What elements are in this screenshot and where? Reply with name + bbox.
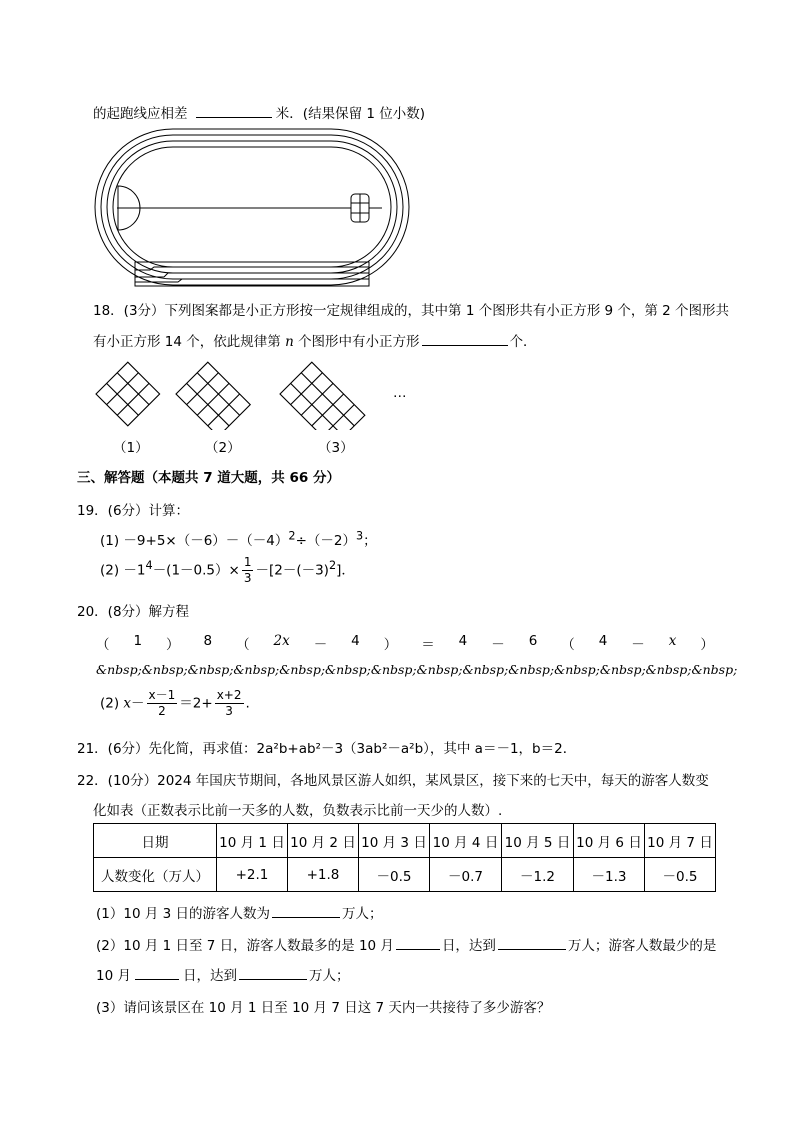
q19-part2-pre: －1 [123, 562, 146, 579]
q19-part1-label: (1) [100, 533, 120, 549]
q20-token: 6 [528, 633, 538, 649]
q21-expression: 2a²b+ab²－3（3ab²－a²b），其中 a＝－1，b＝2． [256, 741, 577, 757]
table-cell: －0.5 [645, 858, 716, 892]
table-cell: 日期 [94, 824, 217, 858]
q20-token: 4 [598, 633, 608, 649]
q22-sub2-d: 10 月 [96, 968, 131, 984]
q20-token: － [313, 637, 328, 653]
table-cell: －1.3 [574, 858, 645, 892]
q22-sub2-f: 万人； [308, 968, 350, 984]
q22-sub2-a: (2）10 月 1 日至 7 日，游客人数最多的是 10 月 [96, 938, 394, 954]
q20-token: － [491, 637, 505, 653]
q19-part1 [100, 529, 377, 549]
q18-line2 [93, 330, 537, 350]
q17-tail-line [93, 102, 425, 122]
q22-sub1-post: 万人； [342, 906, 383, 922]
q19-part1-exp1: 2 [288, 529, 296, 543]
q17-tail-suffix: 米．(结果保留 1 位小数) [275, 106, 426, 122]
q19-stem: 19．(6分）计算： [77, 503, 190, 519]
q19-part2-label: (2) [100, 562, 120, 579]
q21-pre: 21．(6分）先化简，再求值： [77, 741, 257, 757]
q22-sub1-pre: (1）10 月 3 日的游客人数为 [96, 906, 270, 922]
fraction-denominator: 2 [158, 704, 166, 718]
q20-part2-label: (2) [100, 695, 120, 712]
q20-token: 1 [133, 633, 143, 649]
stagger-line-2 [135, 273, 369, 277]
q21-line [77, 737, 576, 757]
fraction-numerator: x－1 [148, 688, 176, 702]
q19-part2-mid: －(1－0.5）× [152, 562, 240, 579]
table-cell: 10 月 6 日 [574, 824, 645, 858]
square-pattern-figures [92, 360, 412, 430]
stagger-line-1 [135, 267, 369, 270]
q20-token: 4 [351, 633, 360, 649]
q20-part2 [100, 688, 250, 719]
table-cell: 人数变化（万人） [94, 858, 217, 892]
q20-token: ） [383, 637, 398, 653]
q20-stem: 20．(8分）解方程 [77, 604, 190, 620]
answer-blank[interactable] [396, 935, 440, 950]
q19-part1-end: ； [363, 533, 377, 549]
table-row [94, 858, 716, 892]
q22-sub2-line1 [96, 934, 716, 954]
fraction-x-minus-1-over-2 [147, 688, 178, 719]
q22-line2: 化如表（正数表示比前一天多的人数，负数表示比前一天少的人数）. [93, 803, 503, 819]
q20-var-x: x [123, 695, 132, 712]
q20-token: （ [561, 637, 575, 653]
fig-label-2: （2） [205, 440, 241, 456]
fig-label-3: （3） [318, 440, 354, 456]
q20-token: ） [166, 637, 180, 653]
q19-part1-expr: －9+5×（－6）－（－4） [123, 533, 289, 549]
q20-equals: ＝2+ [179, 695, 213, 712]
pattern-ellipsis: … [393, 385, 407, 401]
fig-label-1: （1） [113, 440, 149, 456]
answer-blank[interactable] [196, 103, 272, 118]
table-cell: +2.1 [217, 858, 288, 892]
pattern-figure-3 [280, 362, 365, 430]
q19-part2-exp2: 2 [328, 559, 337, 572]
q20-nbsp-artifact: &nbsp;&nbsp;&nbsp;&nbsp;&nbsp;&nbsp;&nbsp;&nbsp;&nbsp;&nbsp;&nbsp;&nbsp;&nbsp;&nbsp; [96, 662, 738, 677]
answer-blank[interactable] [422, 331, 508, 346]
track-lane-inner [113, 147, 391, 267]
answer-blank[interactable] [239, 965, 307, 980]
q20-token: x [668, 633, 677, 649]
pattern-figure-2 [176, 362, 250, 430]
fraction-numerator: x+2 [216, 688, 242, 702]
answer-blank[interactable] [135, 965, 179, 980]
q19-part1-mid: ÷（－2） [295, 533, 356, 549]
section-heading: 三、解答题（本题共 7 道大题，共 66 分） [77, 470, 340, 486]
table-cell: －1.2 [502, 858, 574, 892]
q20-part1-justified [96, 633, 714, 653]
running-track-figure [92, 126, 414, 288]
q22-sub2-e: 日，达到 [182, 968, 237, 984]
table-cell: －0.7 [430, 858, 502, 892]
q19-part2-end: ]． [336, 562, 355, 579]
table-cell: 10 月 4 日 [430, 824, 502, 858]
answer-blank[interactable] [272, 903, 340, 918]
q20-token: （ [236, 637, 250, 653]
fraction-one-third [242, 555, 254, 586]
table-cell: 10 月 1 日 [217, 824, 288, 858]
table-cell: 10 月 2 日 [288, 824, 359, 858]
q20-token: 4 [458, 633, 468, 649]
q19-part2-post: －[2－(－3) [255, 562, 329, 579]
visitor-change-table [93, 823, 716, 892]
q22-sub2-c: 万人；游客人数最少的是 [567, 938, 717, 954]
q22-line1: 22．(10分）2024 年国庆节期间，各地风景区游人如织，某风景区，接下来的七天中，每天的游客人数变 [77, 773, 709, 789]
q22-sub2-b: 日，达到 [441, 938, 496, 954]
fraction-denominator: 3 [243, 571, 252, 585]
table-cell: 10 月 7 日 [645, 824, 716, 858]
fraction-numerator: 1 [243, 555, 252, 569]
q20-token: 8 [203, 633, 213, 649]
q19-part1-exp2: 3 [355, 529, 364, 543]
q22-sub2-line2 [96, 964, 349, 984]
q20-token: ＝ [421, 637, 435, 653]
q20-token: （ [96, 637, 110, 653]
q18-line2-end: 个． [509, 334, 537, 350]
q20-token: － [631, 637, 645, 653]
q18-line2-pre: 有小正方形 14 个，依此规律第 [93, 334, 281, 350]
fraction-denominator: 3 [225, 704, 233, 718]
stagger-line-3 [135, 279, 369, 282]
table-header-row [94, 824, 716, 858]
table-cell: 10 月 5 日 [502, 824, 574, 858]
q18-line2-mid: 个图形中有小正方形 [298, 334, 420, 350]
table-cell: 10 月 3 日 [359, 824, 430, 858]
q20-minus: － [131, 695, 145, 712]
fraction-x-plus-2-over-3 [215, 688, 244, 719]
q20-token: 2x [273, 633, 290, 649]
q19-part2-exp1: 4 [145, 559, 153, 572]
table-cell: +1.8 [288, 858, 359, 892]
q17-tail-text: 的起跑线应相差 [93, 106, 188, 122]
q18-var-n: n [285, 334, 294, 350]
q18-line1: 18．(3分）下列图案都是小正方形按一定规律组成的，其中第 1 个图形共有小正方形 9 个，第 2 个图形共 [93, 303, 730, 319]
q20-part2-end: . [245, 695, 250, 712]
table-cell: －0.5 [359, 858, 430, 892]
q22-sub3: (3）请问该景区在 10 月 1 日至 10 月 7 日这 7 天内一共接待了多少游客？ [96, 1000, 551, 1016]
pattern-figure-1 [96, 362, 160, 426]
q19-part2 [100, 555, 355, 586]
answer-blank[interactable] [498, 935, 566, 950]
q20-token: ） [700, 637, 714, 653]
q22-sub1 [96, 902, 383, 922]
